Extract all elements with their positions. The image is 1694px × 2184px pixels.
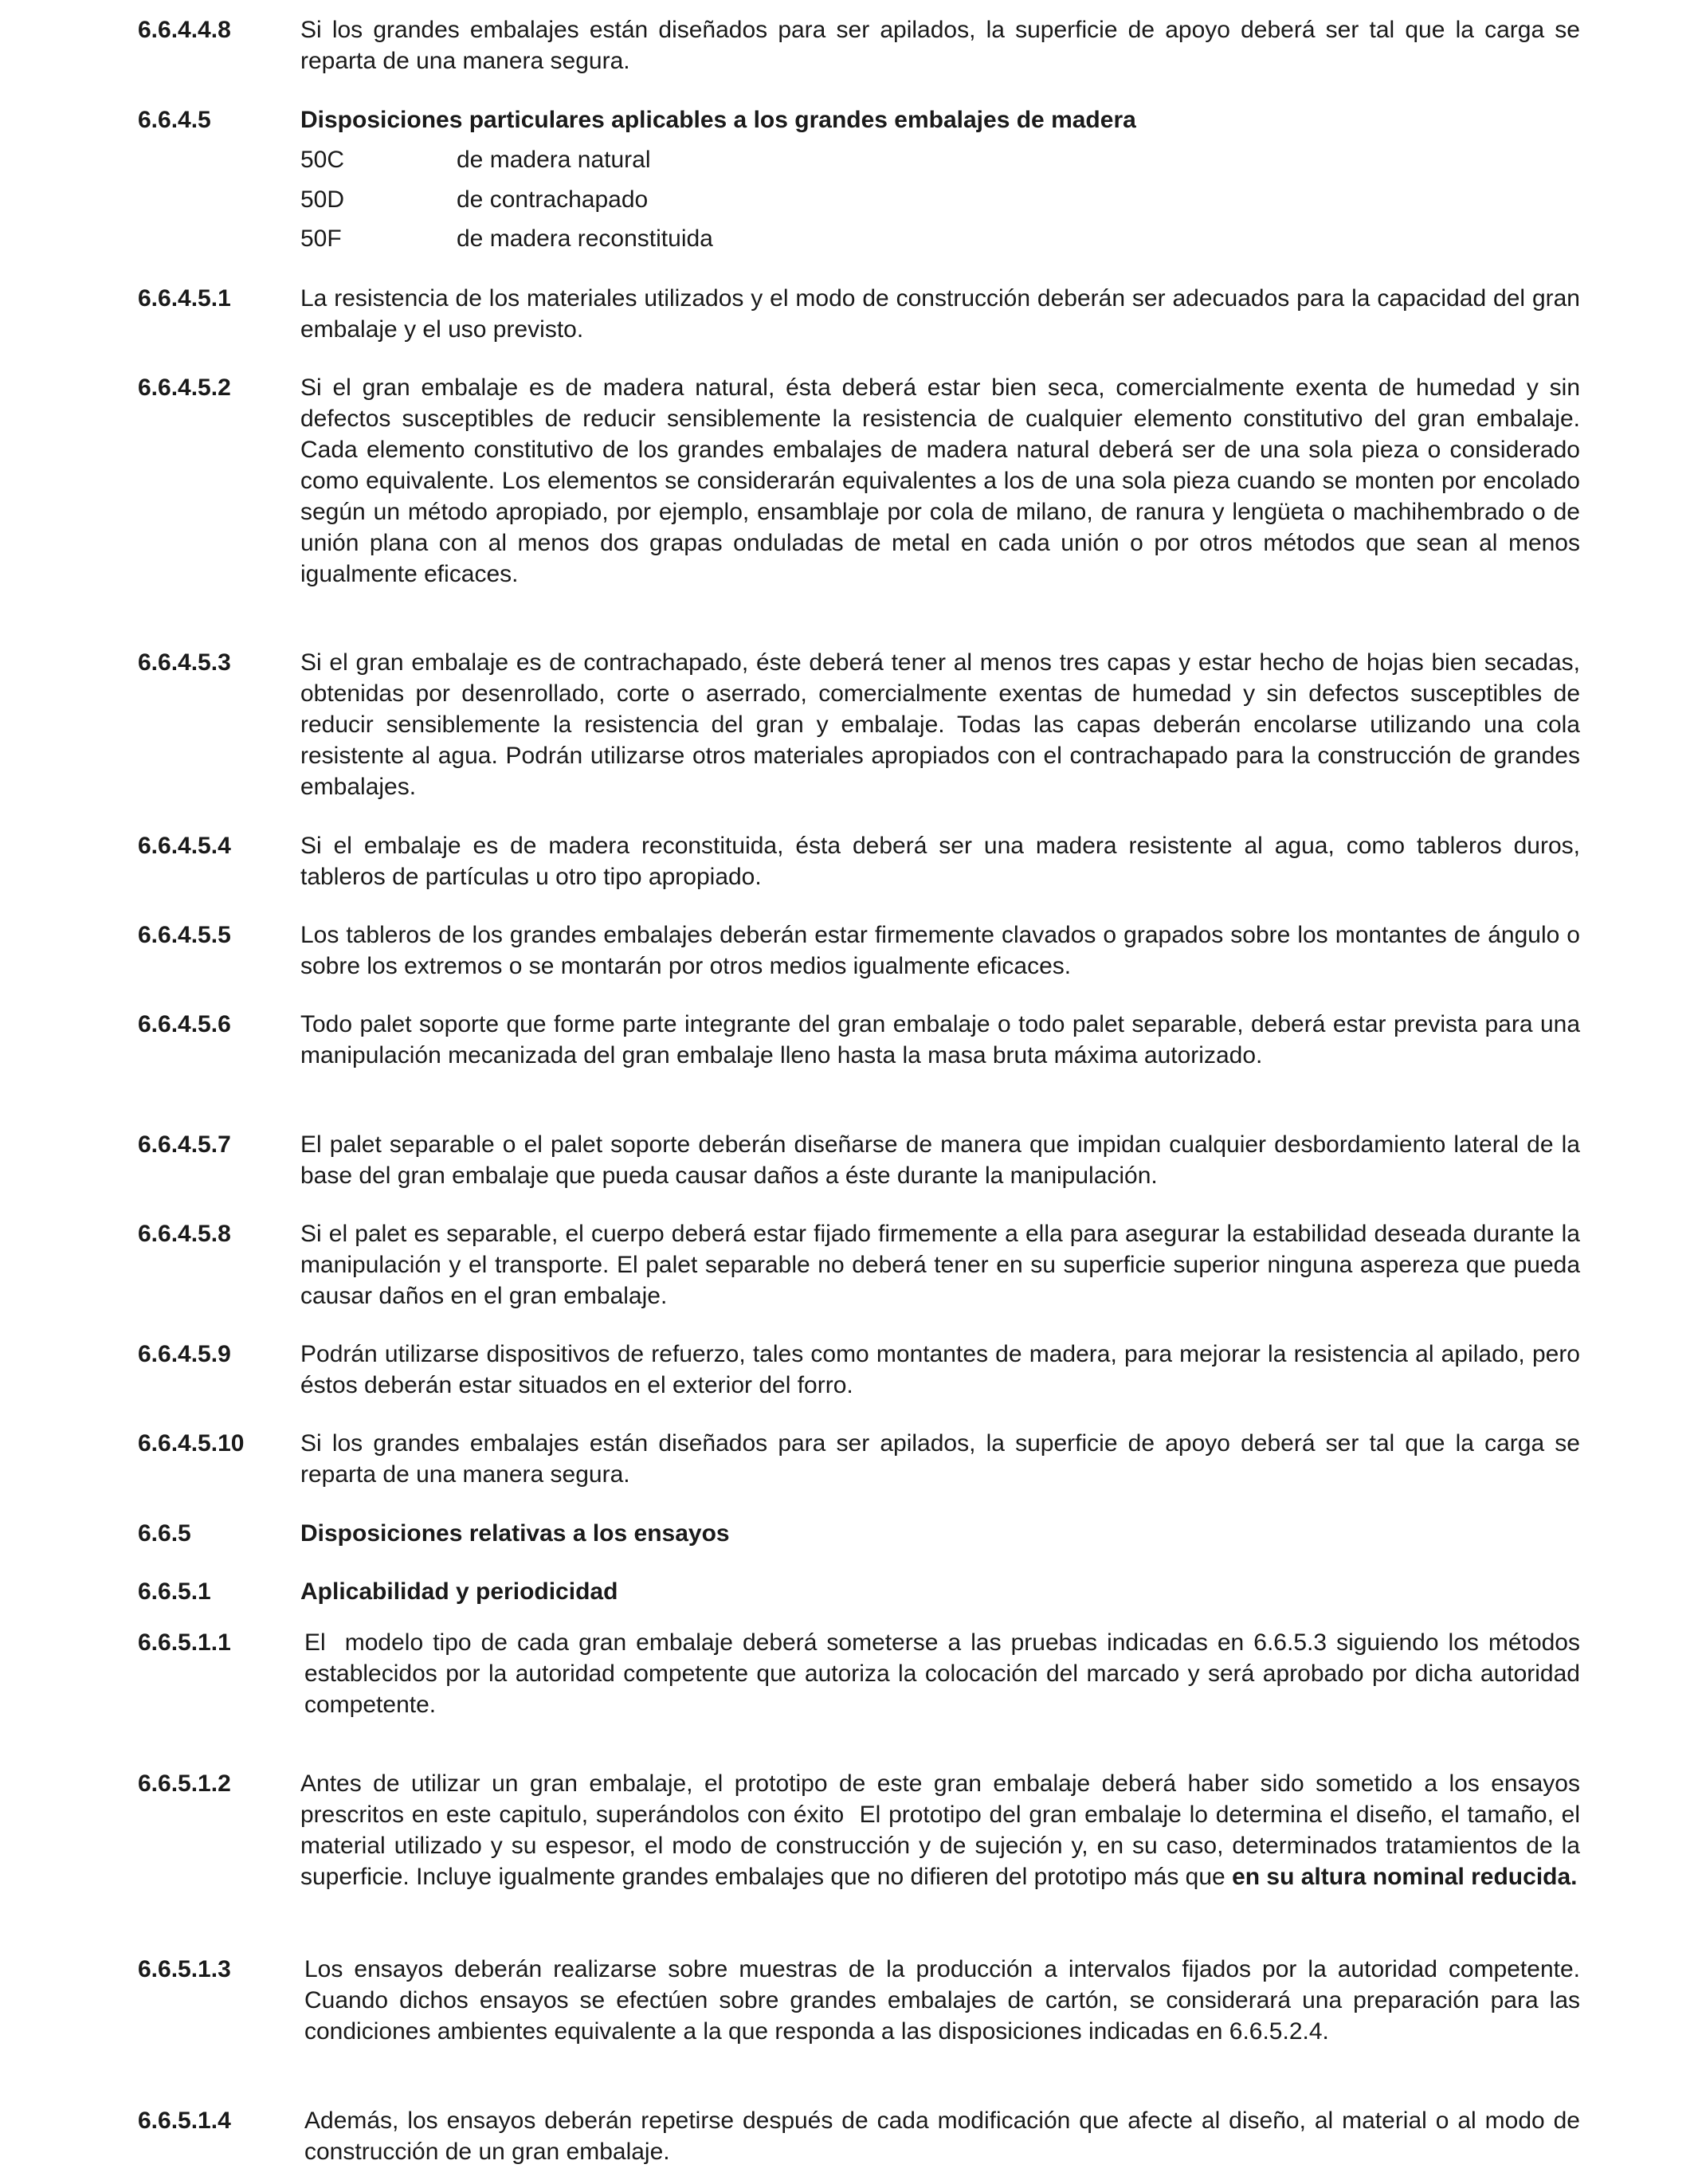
paragraph-number: 6.6.5.1.2 — [138, 1770, 231, 1797]
section-heading-6.6.5.1 — [138, 1576, 1580, 1607]
section-title: Aplicabilidad y periodicidad — [300, 1578, 618, 1605]
paragraph-6.6.5.1.2 — [138, 1768, 1587, 1892]
wood-type-row — [300, 184, 648, 215]
paragraph-text-emphasis: en su altura nominal reducida. — [1232, 1864, 1578, 1890]
paragraph-6.6.4.5.7 — [138, 1129, 1580, 1191]
paragraph-number: 6.6.4.5.1 — [138, 285, 231, 312]
paragraph-text: El palet separable o el palet soporte deberán diseñarse de manera que impidan cualquier desbordamiento lateral de la base del gran embalaje que pueda causar daños a éste durante la manipulación. — [300, 1131, 1580, 1189]
paragraph-number: 6.6.4.5.6 — [138, 1011, 231, 1037]
paragraph-number: 6.6.4.5.3 — [138, 649, 231, 676]
wood-type-code: 50F — [300, 225, 342, 252]
paragraph-text: Si los grandes embalajes están diseñados para ser apilados, la superficie de apoyo deberá ser tal que la carga se reparta de una manera segura. — [300, 1430, 1580, 1488]
paragraph-6.6.4.5.8 — [138, 1218, 1580, 1312]
paragraph-text: Si los grandes embalajes están diseñados para ser apilados, la superficie de apoyo deberá ser tal que la carga se reparta de una manera segura. — [300, 17, 1580, 74]
paragraph-number: 6.6.4.5.4 — [138, 833, 231, 859]
wood-type-code: 50D — [300, 186, 345, 213]
wood-type-label: de contrachapado — [457, 186, 649, 213]
section-title: Disposiciones particulares aplicables a los grandes embalajes de madera — [300, 107, 1136, 133]
paragraph-text: Los ensayos deberán realizarse sobre muestras de la producción a intervalos fijados por la autoridad competente. Cuando dichos ensayos se efectúen sobre grandes embalajes de cartón, se considerará una preparación para las condiciones ambientes equivalente a la que responda a las disposiciones indicadas en 6.6.5.2.4. — [304, 1956, 1580, 2045]
section-number: 6.6.5 — [138, 1520, 191, 1547]
paragraph-6.6.5.1.1 — [138, 1627, 1587, 1720]
paragraph-text: Los tableros de los grandes embalajes deberán estar firmemente clavados o grapados sobre los montantes de ángulo o sobre los extremos o se montarán por otros medios igualmente eficaces. — [300, 922, 1580, 979]
wood-type-label: de madera reconstituida — [457, 225, 713, 252]
wood-type-code: 50C — [300, 147, 345, 173]
section-number: 6.6.4.5 — [138, 107, 211, 133]
paragraph-number: 6.6.4.5.5 — [138, 922, 231, 948]
paragraph-number: 6.6.4.5.9 — [138, 1341, 231, 1367]
paragraph-6.6.5.1.3 — [138, 1954, 1580, 2047]
wood-type-row — [300, 223, 713, 254]
paragraph-text: Si el gran embalaje es de contrachapado, éste deberá tener al menos tres capas y estar hecho de hojas bien secadas, obtenidas por desenrollado, corte o aserrado, comercialmente exentas de humedad y sin defectos susceptibles de reducir sensiblemente la resistencia del gran y embalaje. Todas las capas deberán encolarse utilizando una cola resistente al agua. Podrán utilizarse otros materiales apropiados con el contrachapado para la construcción de grandes embalajes. — [300, 649, 1580, 800]
paragraph-6.6.5.1.4 — [138, 2105, 1580, 2167]
wood-type-row — [300, 144, 651, 175]
paragraph-number: 6.6.5.1.4 — [138, 2108, 231, 2134]
paragraph-number: 6.6.4.4.8 — [138, 17, 231, 43]
paragraph-text — [300, 1768, 1587, 1892]
paragraph-number: 6.6.5.1.3 — [138, 1956, 231, 1982]
paragraph-6.6.4.5.9 — [138, 1339, 1580, 1401]
paragraph-number: 6.6.4.5.10 — [138, 1430, 245, 1457]
paragraph-text: El modelo tipo de cada gran embalaje deberá someterse a las pruebas indicadas en 6.6.5.3 siguiendo los métodos establecidos por la autoridad competente que autoriza la colocación del marcado y será aprobado por dicha autoridad competente. — [304, 1629, 1587, 1718]
paragraph-text: Si el embalaje es de madera reconstituida, ésta deberá ser una madera resistente al agua, como tableros duros, tableros de partículas u otro tipo apropiado. — [300, 833, 1580, 890]
paragraph-number: 6.6.4.5.2 — [138, 374, 231, 401]
paragraph-number: 6.6.4.5.8 — [138, 1221, 231, 1247]
paragraph-6.6.4.5.6 — [138, 1009, 1580, 1071]
paragraph-number: 6.6.4.5.7 — [138, 1131, 231, 1158]
section-heading-6.6.4.5 — [138, 104, 1580, 135]
paragraph-text: Todo palet soporte que forme parte integrante del gran embalaje o todo palet separable, deberá estar prevista para una manipulación mecanizada del gran embalaje lleno hasta la masa bruta máxima autorizado. — [300, 1011, 1580, 1068]
paragraph-text-body: Antes de utilizar un gran embalaje, el prototipo de este gran embalaje deberá haber sido sometido a los ensayos prescritos en este capitulo, superándolos con éxito El prototipo del gran embalaje lo determina el diseño, el tamaño, el material utilizado y su espesor, el modo de construcción y de sujeción y, en su caso, determinados tratamientos de la superficie. Incluye igualmente grandes embalajes que no difieren del prototipo más que — [300, 1770, 1587, 1890]
paragraph-6.6.4.5.2 — [138, 372, 1580, 590]
paragraph-6.6.4.5.4 — [138, 830, 1580, 892]
section-number: 6.6.5.1 — [138, 1578, 211, 1605]
paragraph-text: Si el gran embalaje es de madera natural, ésta deberá estar bien seca, comercialmente exenta de humedad y sin defectos susceptibles de reducir sensiblemente la resistencia de cualquier elemento constitutivo del gran embalaje. Cada elemento constitutivo de los grandes embalajes de madera natural deberá ser de una sola pieza o considerado como equivalente. Los elementos se considerarán equivalentes a los de una sola pieza cuando se monten por encolado según un método apropiado, por ejemplo, ensamblaje por cola de milano, de ranura y lengüeta o machihembrado o de unión plana con al menos dos grapas onduladas de metal en cada unión o por otros métodos que sean al menos igualmente eficaces. — [300, 374, 1580, 587]
section-title: Disposiciones relativas a los ensayos — [300, 1520, 730, 1547]
paragraph-text: Además, los ensayos deberán repetirse después de cada modificación que afecte al diseño, al material o al modo de construcción de un gran embalaje. — [304, 2108, 1580, 2165]
paragraph-text: La resistencia de los materiales utilizados y el modo de construcción deberán ser adecuados para la capacidad del gran embalaje y el uso previsto. — [300, 285, 1580, 343]
paragraph-6.6.4.5.5 — [138, 919, 1580, 982]
paragraph-6.6.4.4.8 — [138, 14, 1580, 76]
section-heading-6.6.5 — [138, 1518, 1580, 1549]
wood-type-label: de madera natural — [457, 147, 651, 173]
paragraph-6.6.4.5.1 — [138, 283, 1580, 345]
paragraph-number: 6.6.5.1.1 — [138, 1629, 231, 1656]
paragraph-6.6.4.5.3 — [138, 647, 1580, 802]
paragraph-text: Si el palet es separable, el cuerpo deberá estar fijado firmemente a ella para asegurar la estabilidad deseada durante la manipulación y el transporte. El palet separable no deberá tener en su superficie superior ninguna aspereza que pueda causar daños en el gran embalaje. — [300, 1221, 1580, 1309]
paragraph-text: Podrán utilizarse dispositivos de refuerzo, tales como montantes de madera, para mejorar la resistencia al apilado, pero éstos deberán estar situados en el exterior del forro. — [300, 1341, 1580, 1398]
paragraph-6.6.4.5.10 — [138, 1428, 1580, 1490]
